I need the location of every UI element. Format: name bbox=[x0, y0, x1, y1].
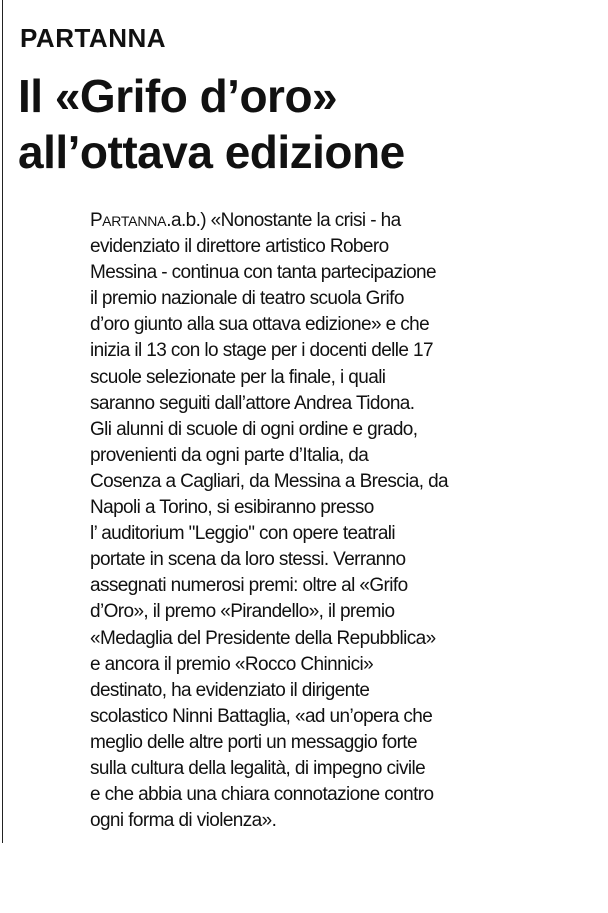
headline-line-2: all’ottava edizione bbox=[18, 126, 405, 178]
article-line: e che abbia una chiara connotazione contro bbox=[90, 784, 434, 806]
headline-line-1: Il «Grifo d’oro» bbox=[18, 70, 338, 122]
article-line: inizia il 13 con lo stage per i docenti delle 17 bbox=[90, 340, 433, 362]
article-line: sulla cultura della legalità, di impegno civile bbox=[90, 757, 426, 779]
article-body bbox=[90, 208, 510, 834]
article-line: Gli alunni di scuole di ogni ordine e grado, bbox=[90, 418, 418, 440]
article-line: destinato, ha evidenziato il dirigente bbox=[90, 679, 370, 701]
article-line: Napoli a Torino, si esibiranno presso bbox=[90, 497, 374, 519]
article-line: saranno seguiti dall’attore Andrea Tidona. bbox=[90, 392, 415, 414]
article-line: ogni forma di violenza». bbox=[90, 810, 277, 832]
article-line-1 bbox=[90, 208, 510, 234]
article-line: l’ auditorium "Leggio" con opere teatrali bbox=[90, 523, 396, 545]
article-line: Cosenza a Cagliari, da Messina a Brescia, da bbox=[90, 470, 449, 492]
headline bbox=[18, 68, 588, 180]
article-line: Messina - continua con tanta partecipazione bbox=[90, 262, 436, 284]
article-line-1-text: .a.b.) «Nonostante la crisi - ha bbox=[166, 210, 401, 231]
dateline-city: ARTANNA bbox=[102, 213, 167, 229]
article-line: d’Oro», il premo «Pirandello», il premio bbox=[90, 601, 395, 623]
article-line: «Medaglia del Presidente della Repubblica» bbox=[90, 627, 436, 649]
article-line: il premio nazionale di teatro scuola Grifo bbox=[90, 288, 404, 310]
article-line: scuole selezionate per la finale, i quali bbox=[90, 366, 386, 388]
article-line: portate in scena da loro stessi. Verranno bbox=[90, 549, 406, 571]
article-line: meglio delle altre porti un messaggio forte bbox=[90, 731, 417, 753]
article-line: e ancora il premio «Rocco Chinnici» bbox=[90, 653, 374, 675]
article-line: assegnati numerosi premi: oltre al «Grifo bbox=[90, 575, 408, 597]
section-kicker: PARTANNA bbox=[20, 23, 167, 53]
article-line: provenienti da ogni parte d’Italia, da bbox=[90, 444, 369, 466]
column-rule bbox=[2, 0, 3, 843]
dateline-initial: P bbox=[90, 210, 103, 231]
article-line: d’oro giunto alla sua ottava edizione» e che bbox=[90, 314, 430, 336]
article-line: evidenziato il direttore artistico Robero bbox=[90, 236, 389, 258]
article-line: scolastico Ninni Battaglia, «ad un’opera che bbox=[90, 705, 433, 727]
